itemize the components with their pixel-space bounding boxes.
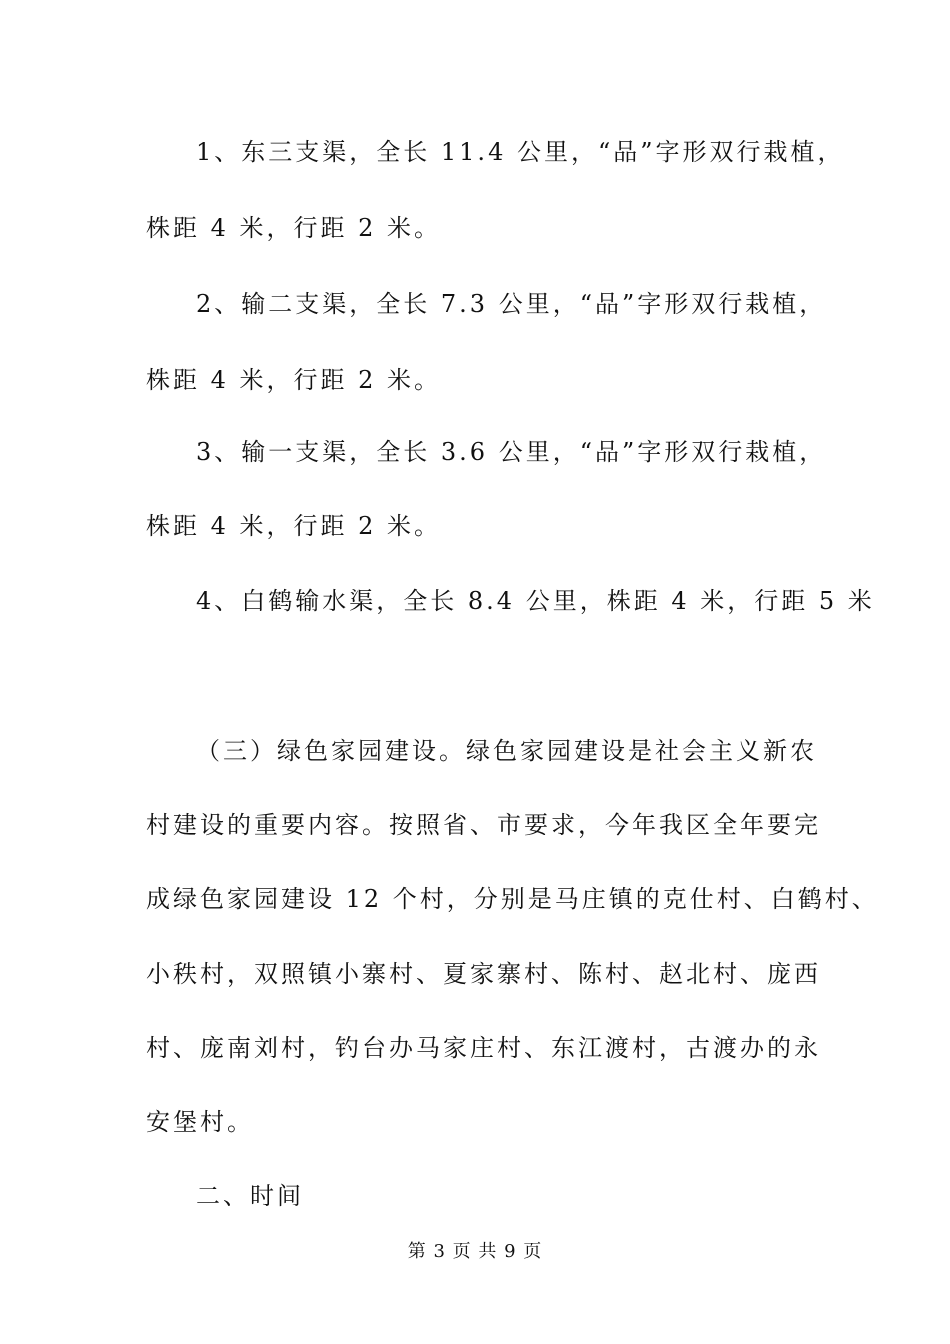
paragraph-line-10: 成绿色家园建设 12 个村，分别是马庄镇的克仕村、白鹤村、	[146, 885, 879, 913]
paragraph-line-13: 安堡村。	[146, 1108, 254, 1136]
paragraph-line-3: 2、输二支渠，全长 7.3 公里，“品”字形双行栽植，	[196, 290, 827, 318]
paragraph-line-2: 株距 4 米，行距 2 米。	[146, 214, 442, 242]
paragraph-line-6: 株距 4 米，行距 2 米。	[146, 512, 442, 540]
paragraph-line-7: 4、白鹤输水渠，全长 8.4 公里，株距 4 米，行距 5 米	[196, 587, 875, 615]
section-heading: 二、时间	[196, 1182, 304, 1210]
page-footer: 第 3 页 共 9 页	[407, 1241, 543, 1262]
paragraph-line-5: 3、输一支渠，全长 3.6 公里，“品”字形双行栽植，	[196, 438, 827, 466]
paragraph-line-11: 小秩村，双照镇小寨村、夏家寨村、陈村、赵北村、庞西	[146, 960, 821, 988]
paragraph-line-1: 1、东三支渠，全长 11.4 公里，“品”字形双行栽植，	[196, 138, 845, 166]
paragraph-line-4: 株距 4 米，行距 2 米。	[146, 366, 442, 394]
paragraph-line-9: 村建设的重要内容。按照省、市要求，今年我区全年要完	[146, 811, 821, 839]
paragraph-line-8: （三）绿色家园建设。绿色家园建设是社会主义新农	[196, 737, 817, 765]
paragraph-line-12: 村、庞南刘村，钓台办马家庄村、东江渡村，古渡办的永	[146, 1034, 821, 1062]
